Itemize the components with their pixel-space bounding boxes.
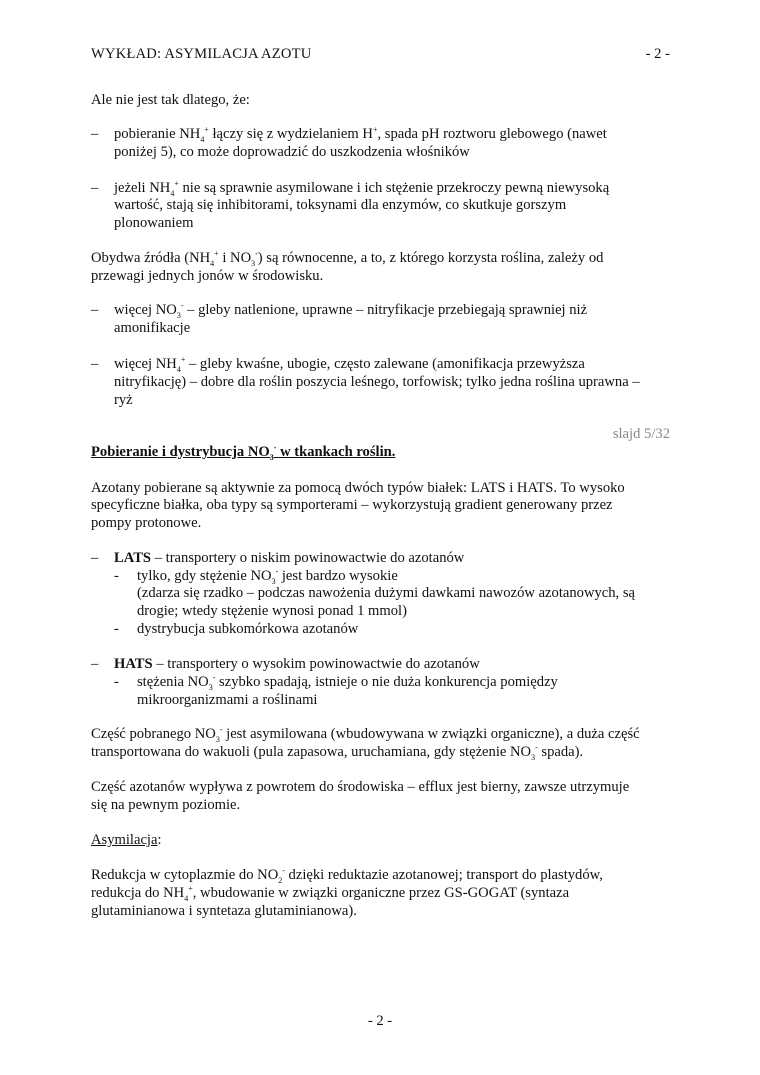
bullet-text-line: poniżej 5), co może doprowadzić do uszkodzenia włośników: [114, 144, 470, 160]
bullet-text-line: ryż: [114, 392, 133, 408]
paragraph-line: Azotany pobierane są aktywnie za pomocą dwóch typów białek: LATS i HATS. To wysoko: [91, 480, 625, 496]
sub-bullet-text-line: drogie; wtedy stężenie wynosi ponad 1 mmol): [137, 603, 407, 619]
term-hats: HATS: [114, 656, 153, 672]
bullet-dash: –: [91, 180, 99, 196]
paragraph-line: Część azotanów wypływa z powrotem do środowiska – efflux jest bierny, zawsze utrzymuje: [91, 779, 630, 795]
bullet-text: więcej $NH_4^+$ – gleby kwaśne, ubogie, często zalewane (amonifikacja przewyższa: [114, 355, 585, 374]
header-page-number: - 2 -: [645, 46, 670, 62]
slide-reference: slajd 5/32: [612, 426, 670, 442]
paragraph-line: glutaminianowa i syntetaza glutaminianowa).: [91, 903, 357, 919]
sub-bullet-text-line: (zdarza się rzadko – podczas nawożenia dużymi dawkami nawozów azotanowych, są: [137, 585, 636, 601]
sub-bullet-text: tylko, gdy stężenie $NO_3^-$ jest bardzo wysokie: [137, 567, 398, 586]
sub-bullet-text: dystrybucja subkomórkowa azotanów: [137, 621, 359, 637]
bullet-text: HATS – transportery o wysokim powinowactwie do azotanów: [114, 656, 480, 672]
bullet-dash: –: [91, 550, 99, 566]
page-footer-number: - 2 -: [367, 1013, 393, 1029]
paragraph-line: transportowana do wakuoli (pula zapasowa, uruchamiana, gdy stężenie $NO_3^-$ spada).: [91, 743, 584, 762]
paragraph-line: specyficzne białka, oba typy są symporterami – wykorzystują gradient generowany przez: [91, 497, 613, 513]
paragraph: Część pobranego $NO_3^-$ jest asymilowana (wbudowywana w związki organiczne), a duża część: [91, 725, 640, 744]
page-header: [91, 46, 670, 66]
bullet-text: pobieranie $NH_4^+$ łączy się z wydzielaniem H+, spada pH roztworu glebowego (nawet: [114, 125, 607, 144]
bullet-dash: –: [91, 302, 99, 318]
paragraph: Redukcja w cytoplazmie do $NO_2^-$ dzięki reduktazie azotanowej; transport do plastydów,: [91, 866, 603, 885]
paragraph-line: się na pewnym poziomie.: [91, 797, 241, 813]
bullet-text: LATS – transportery o niskim powinowactwie do azotanów: [114, 550, 465, 566]
sub-bullet-text-line: mikroorganizmami a roślinami: [137, 692, 318, 708]
bullet-dash: –: [91, 656, 99, 672]
sub-bullet-mark: -: [114, 568, 119, 584]
bullet-text: więcej $NO_3^-$ – gleby natlenione, uprawne – nitryfikacje przebiegają sprawniej niż: [114, 301, 588, 320]
paragraph-line: przewagi jednych jonów w środowisku.: [91, 268, 324, 284]
bullet-text-line: plonowaniem: [114, 215, 194, 231]
paragraph-line: pompy protonowe.: [91, 515, 202, 531]
bullet-text-line: amonifikacje: [114, 320, 191, 336]
paragraph: Obydwa źródła ($NH_4^+$ i $NO_3^-$) są równocenne, a to, z którego korzysta roślina, zależy od: [91, 249, 604, 268]
paragraph-line: redukcja do $NH_4^+$, wbudowanie w związki organiczne przez GS-GOGAT (syntaza: [91, 884, 570, 903]
intro-paragraph: Ale nie jest tak dlatego, że:: [91, 92, 250, 108]
bullet-text-line: nitryfikację) – dobre dla roślin poszycia leśnego, torfowisk; tylko jedna roślina uprawna –: [114, 374, 640, 390]
bullet-dash: –: [91, 126, 99, 142]
header-title: WYKŁAD: ASYMILACJA AZOTU: [91, 46, 312, 62]
section-heading: Pobieranie i dystrybucja $NO_3^-$ w tkankach roślin.: [91, 443, 396, 462]
bullet-text-line: wartość, stają się inhibitorami, toksynami dla enzymów, co skutkuje gorszym: [114, 197, 567, 213]
sub-bullet-text: stężenia $NO_3^-$ szybko spadają, istnieje o nie duża konkurencja pomiędzy: [137, 673, 558, 692]
sub-bullet-mark: -: [114, 621, 119, 637]
bullet-text: jeżeli $NH_4^+$ nie są sprawnie asymilowane i ich stężenie przekroczy pewną niewysoką: [114, 179, 610, 198]
sub-bullet-mark: -: [114, 674, 119, 690]
section-heading-asymilacja: Asymilacja:: [91, 832, 162, 848]
term-lats: LATS: [114, 550, 152, 566]
bullet-dash: –: [91, 356, 99, 372]
